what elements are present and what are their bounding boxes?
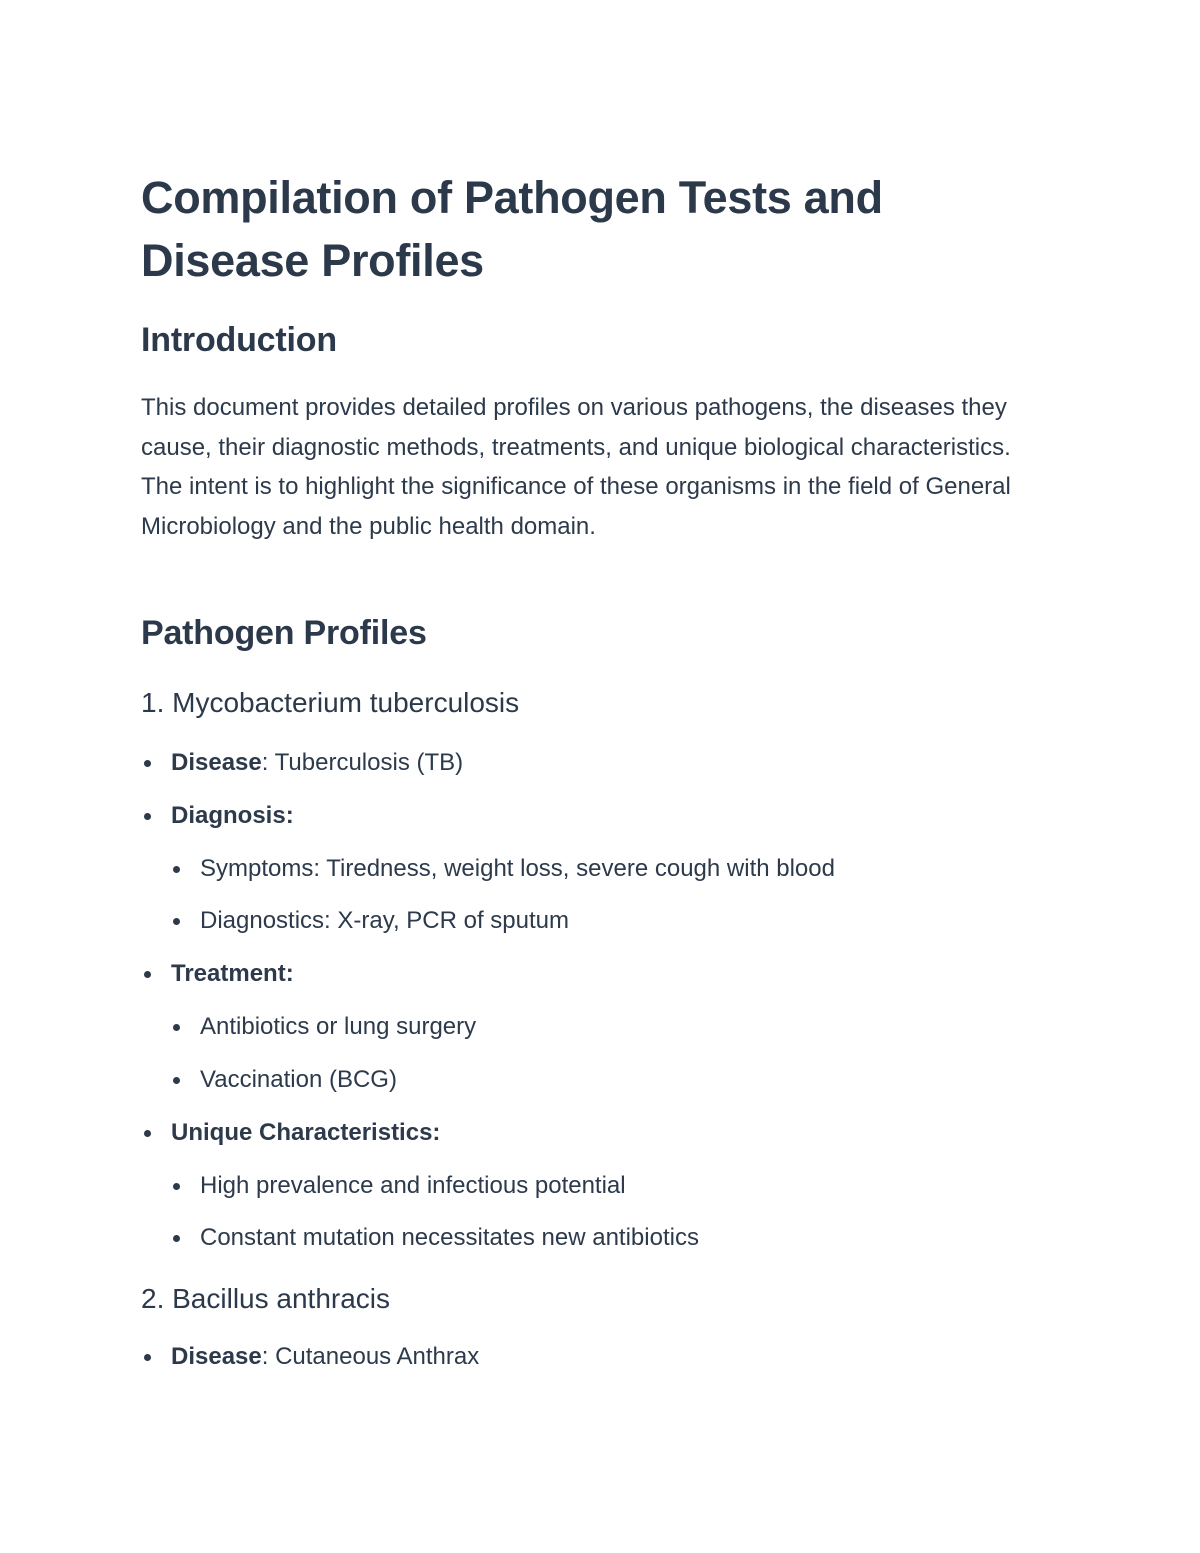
bullet-icon [144,1130,151,1137]
list-item-unique-prevalence [141,1171,626,1201]
disease-label: Disease [171,1343,262,1370]
introduction-heading: Introduction [141,321,337,359]
list-item-disease [141,748,463,778]
disease-value: : Tuberculosis (TB) [261,749,464,776]
unique-item-text: Constant mutation necessitates new antibiotics [200,1224,699,1251]
unique-characteristics-colon: : [432,1119,441,1146]
bullet-icon [173,1235,180,1242]
diagnosis-colon: : [285,802,294,829]
disease-label: Disease [171,749,262,776]
list-item-unique-mutation [141,1223,699,1253]
bullet-icon [144,813,151,820]
list-item-diagnosis-symptoms [141,854,835,884]
bullet-icon [173,866,180,873]
pathogen-2-heading: 2. Bacillus anthracis [141,1283,391,1314]
list-item-treatment-vaccination [141,1065,397,1095]
bullet-icon [173,1024,180,1031]
treatment-item-text: Antibiotics or lung surgery [200,1013,477,1040]
treatment-item-text: Vaccination (BCG) [200,1066,397,1093]
pathogen-profiles-heading: Pathogen Profiles [141,614,427,652]
bullet-icon [173,918,180,925]
treatment-colon: : [285,960,294,987]
list-item-diagnosis-diagnostics [141,906,569,936]
bullet-icon [144,1354,151,1361]
diagnosis-label: Diagnosis [171,802,286,829]
bullet-icon [173,1183,180,1190]
bullet-icon [144,760,151,767]
treatment-label: Treatment [171,960,286,987]
disease-value: : Cutaneous Anthrax [261,1343,480,1370]
list-item-disease [141,1342,479,1372]
diagnosis-item-text: Symptoms: Tiredness, weight loss, severe cough with blood [200,855,835,882]
list-item-diagnosis [141,801,294,831]
list-item-unique-characteristics [141,1118,440,1148]
bullet-icon [173,1077,180,1084]
document-title: Compilation of Pathogen Tests and Disease Profiles [141,172,883,286]
introduction-paragraph: This document provides detailed profiles on various pathogens, the diseases they cause, their diagnostic methods, treatments, and unique biological characteristics. The intent is to highlight the significance of these organisms in the field of General Microbiology and the public health domain. [141,394,1011,540]
list-item-treatment [141,959,294,989]
unique-item-text: High prevalence and infectious potential [200,1172,626,1199]
unique-characteristics-label: Unique Characteristics [171,1119,433,1146]
pathogen-1-heading: 1. Mycobacterium tuberculosis [141,687,520,718]
bullet-icon [144,971,151,978]
list-item-treatment-antibiotics [141,1012,476,1042]
diagnosis-item-text: Diagnostics: X-ray, PCR of sputum [200,907,570,934]
